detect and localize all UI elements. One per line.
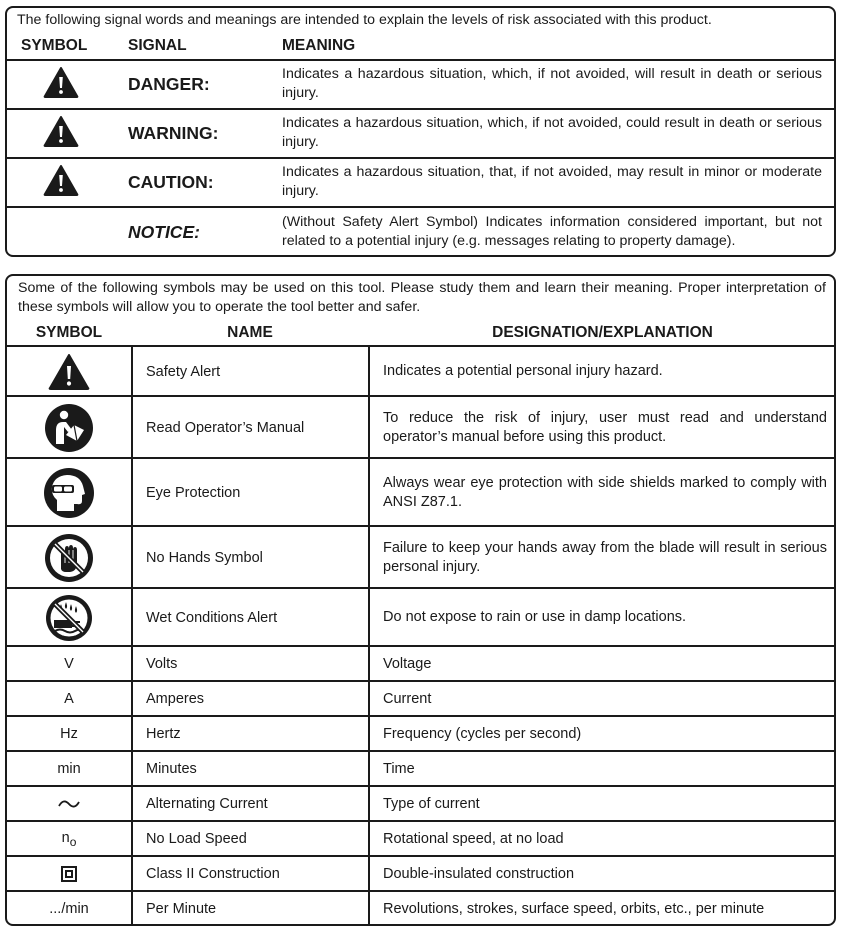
signal-meaning-notice: (Without Safety Alert Symbol) Indicates information considered important, but not related to a potential injury (e.g. messages relating to property damage). (282, 214, 822, 249)
signal-meaning-danger: Indicates a hazardous situation, which, if not avoided, will result in death or serious injury. (282, 66, 822, 101)
signal-header-symbol: SYMBOL (21, 37, 88, 54)
warning-triangle-icon (43, 66, 79, 98)
symbol-explanation: Indicates a potential personal injury hazard. (383, 363, 663, 379)
symbols-table (5, 274, 836, 926)
read-manual-icon (44, 403, 94, 453)
symbols-header-symbol: SYMBOL (35, 324, 103, 341)
symbol-text: .../min (49, 901, 89, 917)
no-load-speed-symbol: $n_o$ (61, 829, 77, 849)
symbol-explanation: Rotational speed, at no load (383, 830, 564, 847)
symbol-cell (7, 787, 131, 821)
wet-conditions-icon (45, 594, 93, 642)
symbol-explanation: Do not expose to rain or use in damp locations. (383, 609, 687, 625)
signal-word-notice: NOTICE: (128, 222, 200, 242)
signal-header-meaning: MEANING (282, 37, 356, 54)
signal-word-warning: WARNING: (128, 123, 219, 143)
symbol-cell (7, 589, 131, 646)
symbol-text: A (64, 691, 74, 707)
symbol-explanation: Failure to keep your hands away from the blade will result in serious personal injury. (383, 539, 827, 575)
signal-word-caution: CAUTION: (128, 172, 214, 192)
signal-meaning-warning: Indicates a hazardous situation, which, if not avoided, could result in death or serious injury. (282, 115, 822, 150)
signal-meaning-caution: Indicates a hazardous situation, that, if not avoided, may result in minor or moderate injury. (282, 164, 822, 199)
symbol-name: Hertz (146, 726, 181, 742)
no-hands-icon (44, 533, 94, 583)
signal-words-table (5, 6, 836, 257)
symbol-cell (7, 347, 131, 396)
divider (7, 108, 834, 110)
symbol-name: Minutes (146, 761, 197, 777)
symbol-name: Volts (146, 656, 178, 672)
symbol-name: Class II Construction (146, 866, 280, 882)
symbol-explanation: Type of current (383, 795, 480, 812)
symbol-name: Safety Alert (146, 363, 221, 380)
symbols-header-explanation: DESIGNATION/EXPLANATION (492, 324, 713, 341)
symbol-name: Amperes (146, 691, 205, 707)
symbol-explanation: Voltage (383, 655, 432, 672)
warning-triangle-icon (43, 164, 79, 196)
signal-header-signal: SIGNAL (128, 37, 187, 54)
symbol-cell (7, 459, 131, 526)
symbol-text: Hz (60, 726, 78, 742)
symbol-name: Eye Protection (146, 484, 241, 501)
symbol-name: Read Operator’s Manual (146, 419, 305, 436)
symbol-explanation: Time (383, 760, 415, 777)
class-ii-icon (61, 866, 77, 882)
warning-triangle-icon (48, 353, 90, 390)
symbol-name: No Load Speed (146, 831, 247, 847)
symbols-header-name: NAME (227, 324, 273, 341)
symbol-cell (7, 822, 131, 856)
alternating-current-icon (58, 798, 80, 810)
signal-word-danger: DANGER: (128, 74, 210, 94)
symbol-explanation: Current (383, 690, 432, 707)
eye-protection-icon (43, 467, 95, 519)
column-divider (368, 345, 370, 924)
symbol-name: Alternating Current (146, 796, 268, 812)
warning-triangle-icon (43, 115, 79, 147)
divider (7, 59, 834, 61)
symbol-explanation: Double-insulated construction (383, 865, 575, 882)
symbol-text: min (57, 761, 81, 777)
column-divider (131, 345, 133, 924)
divider (7, 206, 834, 208)
divider (7, 157, 834, 159)
symbols-intro-text: Some of the following symbols may be used on this tool. Please study them and learn their meaning. Proper interpretation of these symbols will allow you to operate the tool better and safer. (18, 280, 826, 315)
symbol-name: No Hands Symbol (146, 549, 263, 566)
signal-intro-text: The following signal words and meanings are intended to explain the levels of risk associated with this product. (17, 12, 712, 28)
symbol-name: Per Minute (146, 901, 217, 917)
symbol-explanation: Frequency (cycles per second) (383, 725, 582, 742)
symbol-cell (7, 527, 131, 588)
symbol-text: V (64, 656, 74, 672)
symbol-explanation: To reduce the risk of injury, user must read and understand operator’s manual before using this product. (383, 409, 827, 445)
symbol-cell (7, 857, 131, 891)
symbol-explanation: Revolutions, strokes, surface speed, orbits, etc., per minute (383, 900, 765, 917)
symbol-explanation: Always wear eye protection with side shields marked to comply with ANSI Z87.1. (383, 474, 827, 510)
symbol-cell (7, 397, 131, 458)
symbol-name: Wet Conditions Alert (146, 609, 278, 626)
